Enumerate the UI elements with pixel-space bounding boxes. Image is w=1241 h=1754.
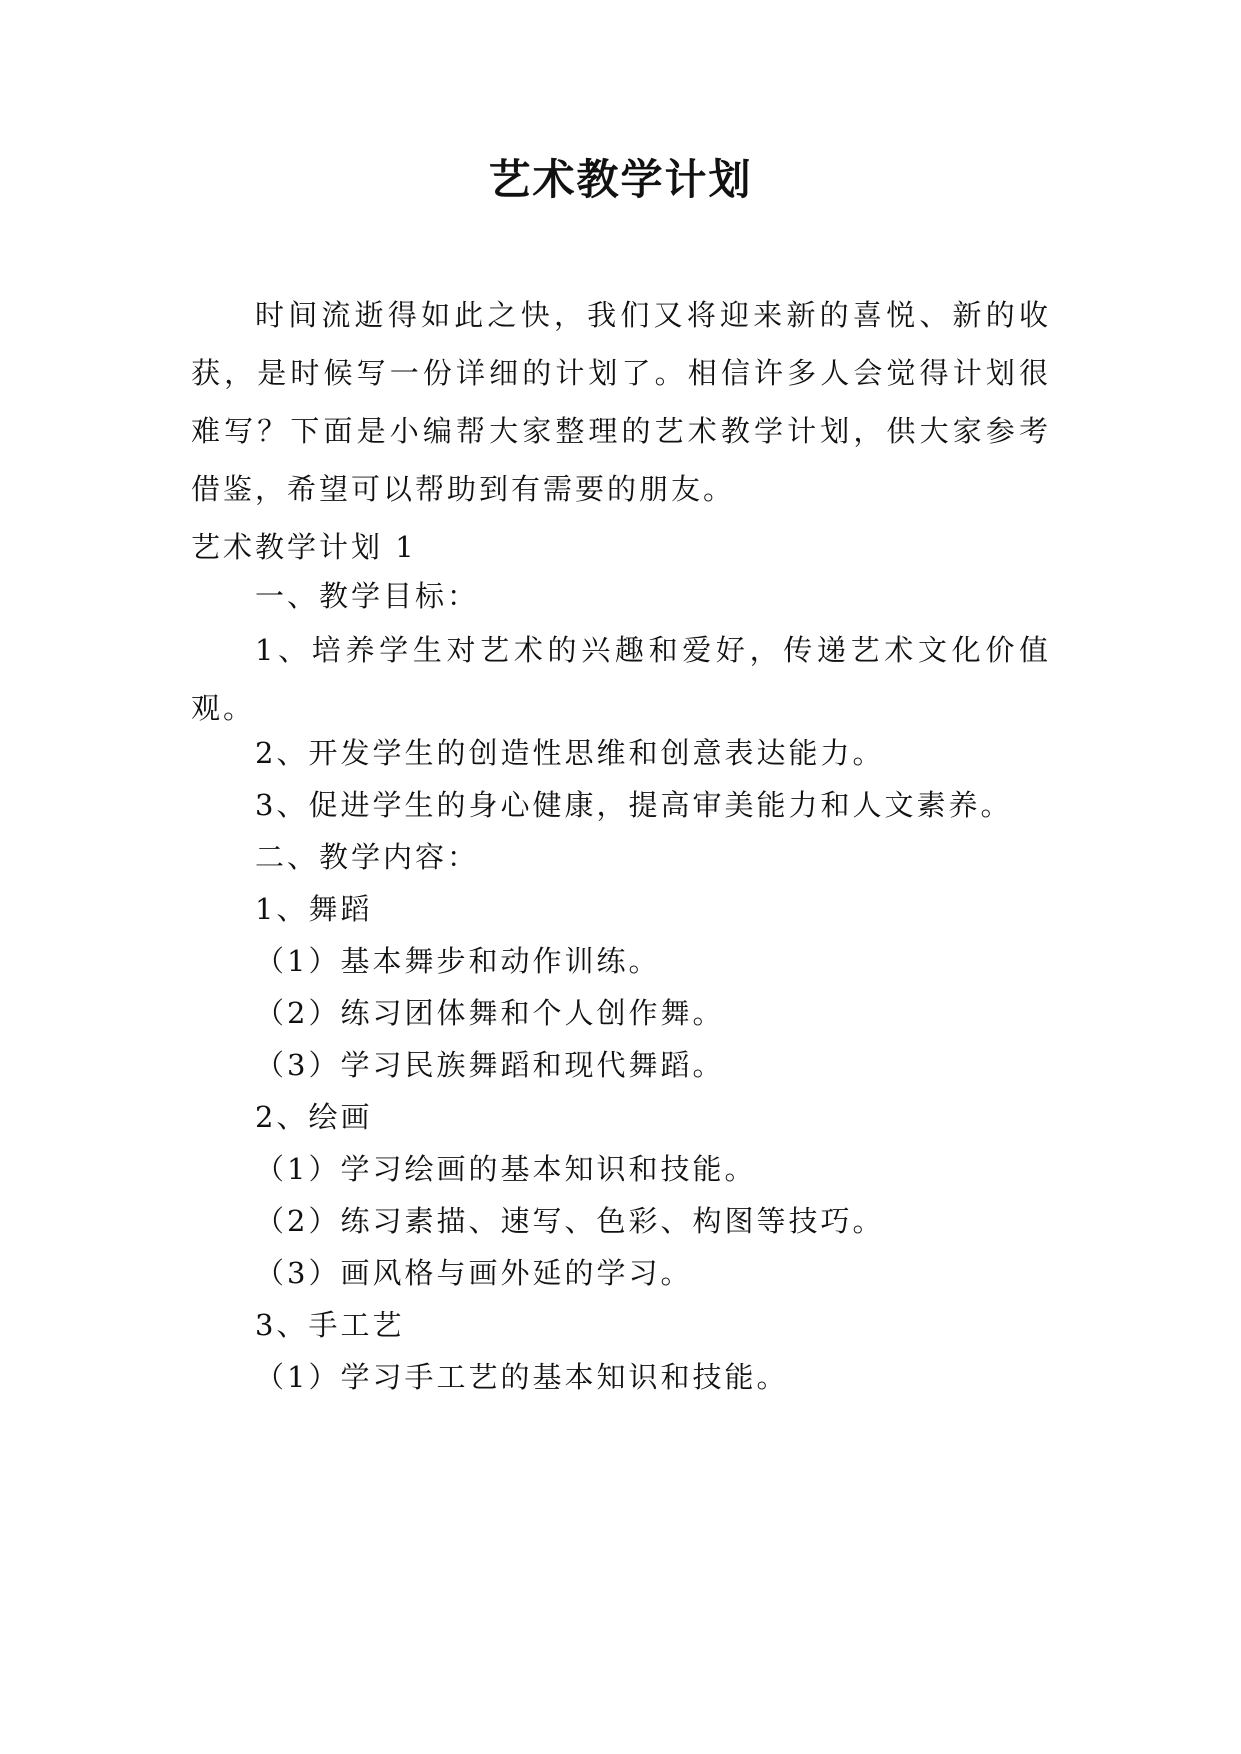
content-heading: 二、教学内容： <box>255 840 480 874</box>
objective-item-1: 1、培养学生对艺术的兴趣和爱好，传递艺术文化价值观。 <box>191 633 1051 725</box>
craft-heading: 3、手工艺 <box>255 1308 405 1342</box>
painting-item-3: （3）画风格与画外延的学习。 <box>255 1256 693 1290</box>
objectives-heading: 一、教学目标： <box>255 579 480 613</box>
craft-item-1: （1）学习手工艺的基本知识和技能。 <box>255 1360 789 1394</box>
document-title: 艺术教学计划 <box>488 155 753 204</box>
dance-item-2: （2）练习团体舞和个人创作舞。 <box>255 996 725 1030</box>
painting-heading: 2、绘画 <box>255 1100 373 1134</box>
dance-item-3: （3）学习民族舞蹈和现代舞蹈。 <box>255 1048 725 1082</box>
objective-item-2: 2、开发学生的创造性思维和创意表达能力。 <box>255 736 885 770</box>
objective-item-3: 3、促进学生的身心健康，提高审美能力和人文素养。 <box>255 788 1013 822</box>
dance-item-1: （1）基本舞步和动作训练。 <box>255 944 661 978</box>
dance-heading: 1、舞蹈 <box>255 892 373 926</box>
section-heading: 艺术教学计划 1 <box>191 530 417 564</box>
intro-paragraph: 时间流逝得如此之快，我们又将迎来新的喜悦、新的收获，是时候写一份详细的计划了。相信许多人会觉得计划很难写？下面是小编帮大家整理的艺术教学计划，供大家参考借鉴，希望可以帮助到有需要的朋友。 <box>191 298 1051 506</box>
painting-item-2: （2）练习素描、速写、色彩、构图等技巧。 <box>255 1204 885 1238</box>
painting-item-1: （1）学习绘画的基本知识和技能。 <box>255 1152 757 1186</box>
